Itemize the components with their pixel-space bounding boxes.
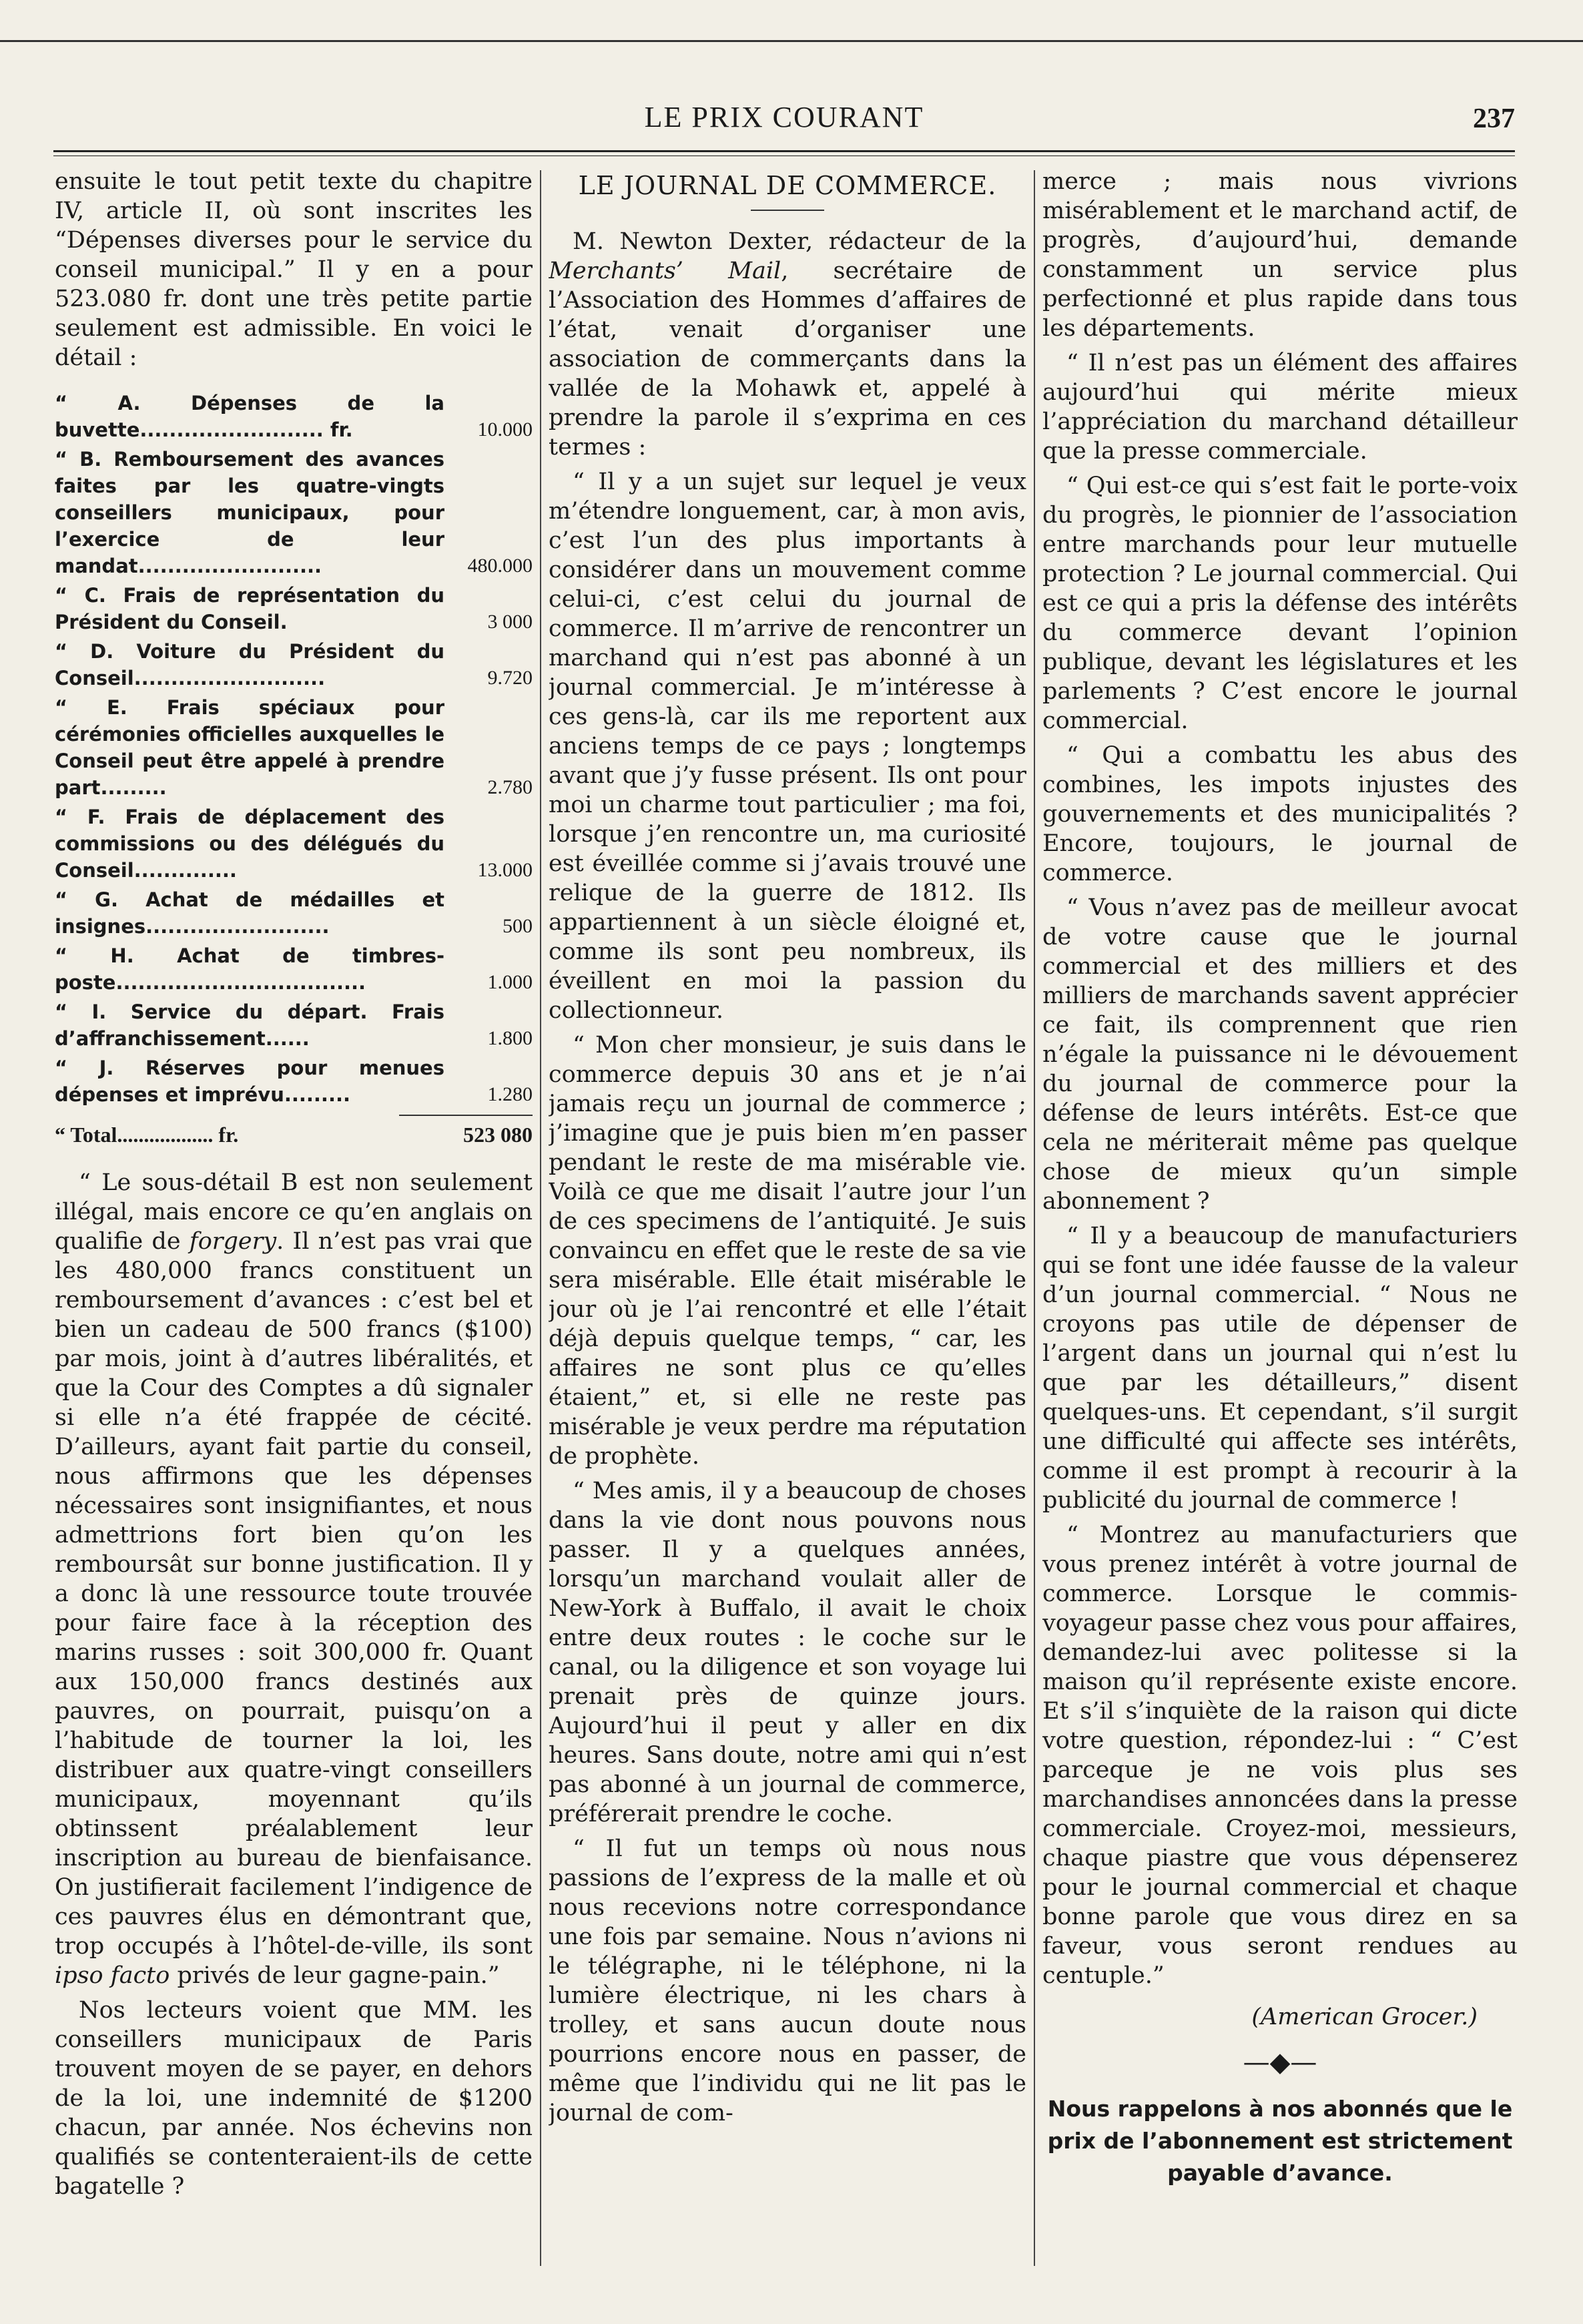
expense-item: “ G. Achat de médailles et insignes......................... 500	[55, 888, 533, 938]
article-heading: LE JOURNAL DE COMMERCE.	[578, 171, 997, 200]
expense-item: “ J. Réserves pour menues dépenses et imprévu......... 1.280	[55, 1057, 533, 1106]
expense-item: “ B. Remboursement des avances faites par les quatre-vingts conseillers municipaux, pour l’exercice de leur mandat......................... 480.000	[55, 448, 533, 577]
paragraph: Nos lecteurs voient que MM. les conseillers municipaux de Paris trouvent moyen de se payer, en dehors de la loi, une indemnité de $1200 chacun, par année. Nos échevins non qualifiés se contenteraient-ils de cette bagatelle ?	[55, 1997, 533, 2200]
paragraph: “ Vous n’avez pas de meilleur avocat de votre cause que le journal commercial et des milliers et des milliers de marchands savent apprécier ce fait, ils comprennent que rien n’égale la puissance ni le dévouement du journal de commerce pour la défense de leurs intérêts. Est-ce que cela ne mériterait même pas quelque chose de mieux qu’un simple abonnement ?	[1042, 894, 1518, 1215]
column-2	[549, 167, 1026, 2269]
paragraph: merce ; mais nous vivrions misérablement et le marchand actif, de progrès, d’aujourd’hui, demande constamment un service plus perfectionné et plus rapide dans tous les départements.	[1042, 168, 1518, 342]
heading-rule	[751, 210, 824, 211]
expense-item: “ F. Frais de déplacement des commissions ou des délégués du Conseil.............. 13.000	[55, 806, 533, 882]
page-number: 237	[1473, 103, 1515, 134]
expense-item: “ H. Achat de timbres-poste.................................. 1.000	[55, 944, 533, 994]
expense-item: “ D. Voiture du Président du Conseil.......................... 9.720	[55, 640, 533, 689]
subscription-notice: Nous rappelons à nos abonnés que le prix de l’abonnement est strictement payable d’avance.	[1047, 2096, 1513, 2186]
paragraph: “ Il y a un sujet sur lequel je veux m’étendre longuement, car, à mon avis, c’est l’un des plus importants à considérer dans un mouvement comme celui-ci, c’est celui du journal de commerce. Il m’arrive de rencontrer un marchand qui n’est pas abonné à un journal commercial. Je m’intéresse à ces gens-là, car ils me reportent aux anciens temps de ce pays ; longtemps avant que j’y fusse présent. Ils ont pour moi un charme tout particulier ; ma foi, lorsque j’en rencontre un, ma curiosité est éveillée comme si j’avais trouvé une relique de la guerre de 1812. Ils appartiennent à un siècle éloigné et, comme ils sont peu nombreux, ils éveillent en moi la passion du collectionneur.	[549, 469, 1026, 1024]
paragraph: “ Mes amis, il y a beaucoup de choses dans la vie dont nous pouvons nous passer. Il y a quelques années, lorsqu’un marchand voulait aller de New-York à Buffalo, il avait le choix entre deux routes : le coche sur le canal, ou la diligence et son voyage lui prenait près de quinze jours. Aujourd’hui il peut y aller en dix heures. Sans doute, notre ami qui n’est pas abonné à un journal de commerce, préférerait prendre le coche.	[549, 1478, 1026, 1827]
paragraph: “ Il y a beaucoup de manufacturiers qui se font une idée fausse de la valeur d’un journal commercial. “ Nous ne croyons pas utile de dépenser de l’argent dans un journal qui n’est lu que par les détailleurs,” disent quelques-uns. Et cependant, s’il surgit une difficulté qui affecte ses intérêts, comme il est prompt à recourir à la publicité du journal de commerce !	[1042, 1223, 1518, 1514]
paragraph: ensuite le tout petit texte du chapitre IV, article II, où sont inscrites les “Dépenses diverses pour le service du conseil municipal.” Il y en a pour 523.080 fr. dont une très petite partie seulement est admissible. En voici le détail :	[55, 168, 533, 371]
paragraph: “ Qui a combattu les abus des combines, les impots injustes des gouvernements et des municipalités ? Encore, toujours, le journal de commerce.	[1042, 742, 1518, 886]
column-1	[55, 167, 533, 2269]
expense-item: “ I. Service du départ. Frais d’affranchissement...... 1.800	[55, 1000, 533, 1050]
ornament-divider-icon: —◆—	[1243, 2047, 1317, 2078]
paragraph: “ Il n’est pas un élément des affaires aujourd’hui qui mérite mieux l’appréciation du marchand détailleur que la presse commerciale.	[1042, 350, 1518, 465]
column-3	[1042, 167, 1518, 2269]
total-amount: 523 080	[463, 1123, 533, 1147]
page-header	[53, 100, 1515, 147]
column-separator	[540, 170, 541, 2266]
expense-item: “ A. Dépenses de la buvette......................... fr. 10.000	[55, 392, 533, 441]
total-label: “ Total.................. fr.	[55, 1123, 239, 1147]
header-rule	[53, 150, 1515, 156]
expense-item: “ E. Frais spéciaux pour cérémonies officielles auxquelles le Conseil peut être appelé à prendre part......... 2.780	[55, 696, 533, 799]
paragraph: “ Qui est-ce qui s’est fait le porte-voix du progrès, le pionnier de l’association entre marchands pour leur mutuelle protection ? Le journal commercial. Qui est ce qui a pris la défense des intérêts du commerce devant l’opinion publique, devant les législatures et les parlements ? C’est encore le journal commercial.	[1042, 473, 1518, 734]
paragraph: “ Le sous-détail B est non seulement illégal, mais encore ce qu’en anglais on qualifie de forgery. Il n’est pas vrai que les 480,000 francs constituent un remboursement d’avances : c’est bel et bien un cadeau de 500 francs ($100) par mois, joint à d’autres libéralités, et que la Cour des Comptes a dû signaler si elle n’a été frappée de cécité. D’ailleurs, ayant fait partie du conseil, nous affirmons que les dépenses nécessaires sont insignifiantes, et nous admettrions fort bien qu’on les remboursât sur bonne justification. Il y a donc là une ressource toute trouvée pour faire face à la réception des marins russes : soit 300,000 fr. Quant aux 150,000 francs destinés aux pauvres, on pourrait, puisqu’on a l’habitude de tourner la loi, les distribuer aux quatre-vingt conseillers municipaux, moyennant qu’ils obtinssent préalablement leur inscription au bureau de bienfaisance. On justifierait facilement l’indigence de ces pauvres élus en démontrant que, trop occupés à l’hôtel-de-ville, ils sont ipso facto privés de leur gagne-pain.”	[55, 1169, 533, 1989]
total-rule	[399, 1115, 533, 1116]
source-credit: (American Grocer.)	[1251, 2004, 1478, 2030]
paragraph: “ Il fut un temps où nous nous passions de l’express de la malle et où nous recevions notre correspondance une fois par semaine. Nous n’avions ni le télégraphe, ni le téléphone, ni la lumière électrique, ni les chars à trolley, et sans aucun doute nous pourrions encore nous en passer, de même que l’individu qui ne lit pas le journal de com-	[549, 1835, 1026, 2126]
running-title: LE PRIX COURANT	[644, 101, 924, 133]
paragraph: “ Mon cher monsieur, je suis dans le commerce depuis 30 ans et je n’ai jamais reçu un journal de commerce ; j’imagine que je puis bien m’en passer pendant le reste de ma misérable vie. Voilà ce que me disait l’autre jour l’un de ces specimens de l’antiquité. Je suis convaincu en effet que le reste de sa vie sera misérable. Elle était misérable le jour où je l’ai rencontré et elle l’était déjà depuis quelque temps, “ car, les affaires ne sont plus ce qu’elles étaient,” et, si elle ne reste pas misérable je veux perdre ma réputation de prophète.	[549, 1032, 1026, 1470]
column-separator	[1034, 170, 1035, 2266]
paragraph: M. Newton Dexter, rédacteur de la Merchants’ Mail, secrétaire de l’Association des Hommes d’affaires de l’état, venait d’organiser une association de commerçants dans la vallée de la Mohawk et, appelé à prendre la parole il s’exprima en ces termes :	[549, 228, 1026, 461]
expense-total	[55, 1121, 533, 1148]
expense-list	[55, 390, 533, 1148]
top-rule	[0, 40, 1583, 42]
expense-item: “ C. Frais de représentation du Président du Conseil. 3 000	[55, 584, 533, 633]
paragraph: “ Montrez au manufacturiers que vous prenez intérêt à votre journal de commerce. Lorsque le commis-voyageur passe chez vous pour affaires, demandez-lui avec politesse si la maison qu’il représente existe encore. Et s’il s’inquiète de la raison qui dicte votre question, répondez-lui : “ C’est parceque je ne vois plus ses marchandises annoncées dans la presse commerciale. Croyez-moi, messieurs, chaque piastre que vous dépenserez pour le journal commercial et chaque bonne parole que vous direz en sa faveur, vous seront rendues au centuple.”	[1042, 1522, 1518, 1989]
